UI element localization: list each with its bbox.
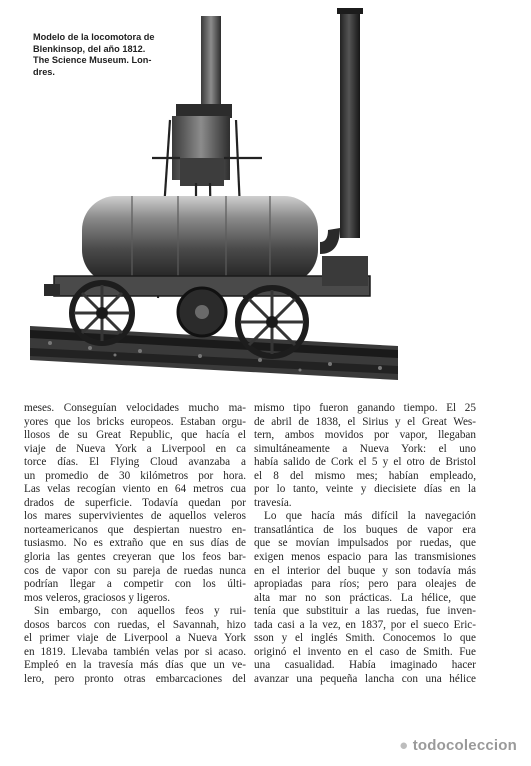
text-line: tusiasmo. No es extraño que en sus días de	[24, 537, 246, 550]
text-line: mos veleros, graciosos y ligeros.	[24, 591, 171, 604]
text-line: dosos barcos con ruedas, el Savannah, hizo	[24, 618, 246, 631]
text-line: por lo tanto, veinte y diecisiete días en la	[254, 483, 476, 496]
text-line: tenía que substituir a las ruedas, fue inven-	[254, 605, 476, 618]
text-line: una casualidad. Había imaginado hacer	[254, 659, 476, 672]
text-line: originó el invento en el caso de Smith. Fue	[254, 645, 476, 658]
text-line: había salido de Cork el 5 y el otro de Bristol	[254, 456, 476, 469]
text-line: alta mar no son prácticas. La hélice, que	[254, 591, 476, 604]
caption-line: Blenkinsop, del año 1812.	[33, 43, 146, 54]
text-line: avanzar una pequeña lancha con una hélice	[254, 672, 476, 685]
text-line: Sin embargo, con aquellos feos y rui-	[34, 605, 246, 618]
text-line: Lo que hacía más difícil la navegación	[264, 510, 476, 523]
text-line: lero, pero pronto otras embarcaciones del	[24, 672, 246, 685]
text-line: travesía.	[254, 496, 292, 509]
text-line: llosos de su Great Republic, que hacía el	[24, 429, 246, 442]
text-line: yores que los bricks europeos. Estaban orgu-	[24, 415, 246, 428]
watermark-text: todocoleccion	[412, 737, 517, 754]
text-line: los mares supervivientes de aquellos veleros	[24, 510, 246, 523]
text-line: viaje de Nueva York a Liverpool en ca	[24, 442, 246, 455]
right-text-column	[254, 402, 476, 686]
caption-line: dres.	[33, 66, 55, 77]
text-line: gloria las gentes creyeran que los feos bar-	[24, 551, 246, 564]
caption-line: Modelo de la locomotora de	[33, 32, 155, 42]
watermark-dot-icon: ●	[399, 737, 409, 754]
text-line: exigen menos espacio para las transmisiones	[254, 551, 476, 564]
locomotive-photo	[30, 8, 398, 383]
text-line: apropiadas para ríos; pero para oleajes de	[254, 578, 476, 591]
caption-line: The Science Museum. Lon-	[33, 55, 152, 66]
text-line: Las velas recogían viento en 64 metros cua	[24, 483, 246, 496]
text-line: torce días. El Flying Cloud avanzaba a	[24, 456, 246, 469]
text-line: un promedio de 30 kilómetros por hora.	[24, 469, 246, 482]
text-line: el primer viaje de Liverpool a Nueva York	[24, 632, 246, 645]
text-line: tern, ambos movidos por vapor, llegaban	[254, 429, 476, 442]
text-line: que se movían impulsados por ruedas, que	[254, 537, 476, 550]
watermark-logo	[399, 737, 517, 754]
text-line: sson y el inglés Smith. Conocemos lo que	[254, 632, 476, 645]
text-line: Empleó en la travesía más días que un ve-	[24, 659, 246, 672]
text-line: en 1819. Llevaba también velas por si acaso.	[24, 645, 246, 658]
text-line: norteamericanos que despiertan nuestro en-	[24, 523, 246, 536]
left-text-column	[24, 402, 246, 686]
text-line: drados de superficie. Todavía quedan por	[24, 496, 246, 509]
text-line: tada casi a la vez, en 1837, por el sueco Eric-	[254, 618, 476, 631]
text-line: cos de vapor con su pareja de ruedas nunca	[24, 564, 246, 577]
text-line: meses. Conseguían velocidades mucho ma-	[24, 402, 246, 414]
text-line: simultáneamente a Nueva York: el uno	[254, 442, 476, 455]
text-line: mismo tipo fueron ganando tiempo. El 25	[254, 402, 476, 414]
text-line: de abril de 1838, el Sirius y el Great Wes-	[254, 415, 476, 428]
text-line: en el interior del buque y son todavía más	[254, 564, 476, 577]
text-line: transatlántica de los buques de vapor era	[254, 523, 476, 536]
text-line: podrían llegar a competir con los últi-	[24, 578, 246, 591]
text-line: el 8 del mismo mes; habían empleado,	[254, 469, 476, 482]
